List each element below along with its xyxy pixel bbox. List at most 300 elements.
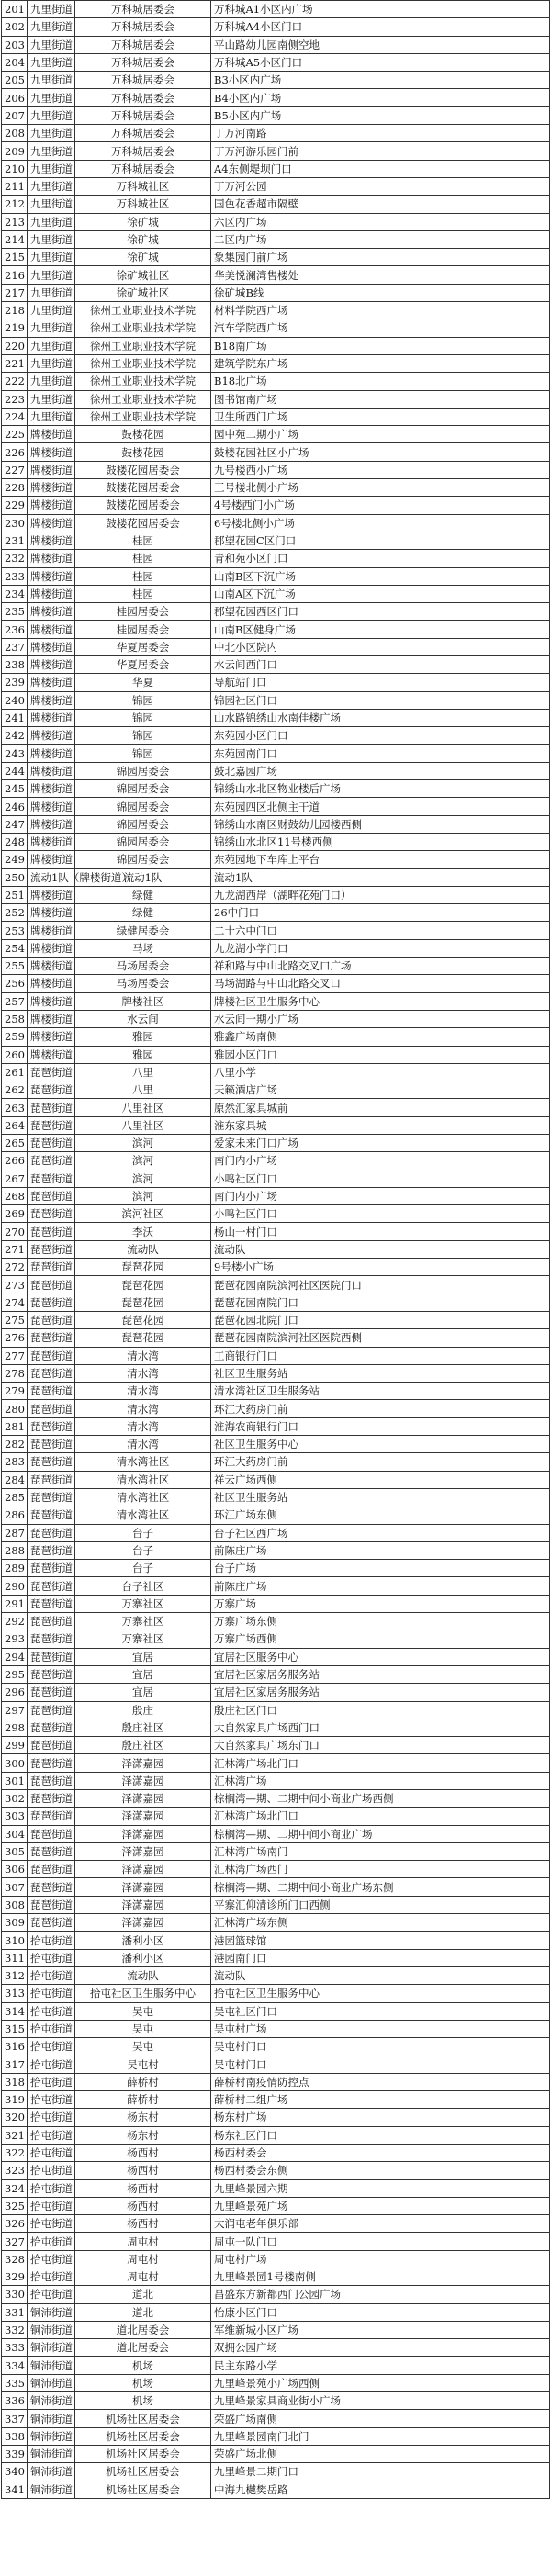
row-number: 236: [2, 621, 28, 638]
table-row: [2, 1524, 550, 1541]
community-cell: 桂园: [75, 550, 211, 567]
street-cell: 琵琶街道: [28, 1524, 75, 1541]
location-cell: 万科城A4小区门口: [211, 18, 550, 36]
street-cell: 琵琶街道: [28, 1825, 75, 1842]
table-row: [2, 621, 550, 638]
location-cell: 原然汇家具城前: [211, 1099, 550, 1116]
community-cell: 万科城居委会: [75, 89, 211, 106]
street-cell: 琵琶街道: [28, 1471, 75, 1488]
community-cell: 鼓楼花园居委会: [75, 514, 211, 532]
row-number: 214: [2, 230, 28, 248]
location-cell: 殷庄社区门口: [211, 1701, 550, 1719]
table-row: [2, 2215, 550, 2233]
community-cell: 绿健居委会: [75, 922, 211, 939]
community-cell: 杨西村: [75, 2179, 211, 2197]
community-cell: 徐矿城: [75, 249, 211, 266]
location-cell: 山南B区下沉广场: [211, 567, 550, 585]
street-cell: 牌楼街道: [28, 958, 75, 975]
street-cell: 琵琶街道: [28, 1896, 75, 1913]
row-number: 269: [2, 1205, 28, 1223]
community-cell: 桂园: [75, 585, 211, 602]
community-cell: 华夏居委会: [75, 655, 211, 673]
table-row: [2, 1772, 550, 1789]
community-cell: 清水湾: [75, 1364, 211, 1382]
street-cell: 琵琶街道: [28, 1436, 75, 1453]
community-cell: 万科城居委会: [75, 160, 211, 177]
community-cell: 马场: [75, 939, 211, 957]
community-cell: 万寨社区: [75, 1595, 211, 1612]
street-cell: 牌楼街道: [28, 833, 75, 850]
row-number: 258: [2, 1010, 28, 1027]
table-row: [2, 497, 550, 514]
row-number: 337: [2, 2410, 28, 2427]
street-cell: 牌楼街道: [28, 443, 75, 461]
street-cell: 琵琶街道: [28, 1187, 75, 1204]
community-cell: 锦园居委会: [75, 762, 211, 779]
location-cell: 棕榈湾—期、二期中间小商业广场西侧: [211, 1789, 550, 1807]
row-number: 284: [2, 1471, 28, 1488]
table-row: [2, 1861, 550, 1878]
table-row: [2, 1789, 550, 1807]
table-row: [2, 319, 550, 337]
street-cell: 牌楼街道: [28, 426, 75, 443]
street-cell: 九里街道: [28, 230, 75, 248]
table-row: [2, 886, 550, 903]
community-cell: 鼓楼花园居委会: [75, 497, 211, 514]
row-number: 259: [2, 1028, 28, 1046]
location-cell: 爱家未来门口广场: [211, 1135, 550, 1152]
street-cell: 牌楼街道: [28, 922, 75, 939]
table-row: [2, 2126, 550, 2144]
location-cell: 徐矿城B线: [211, 284, 550, 301]
table-row: [2, 1701, 550, 1719]
table-row: [2, 1613, 550, 1630]
community-cell: 万科城居委会: [75, 53, 211, 71]
table-row: [2, 390, 550, 408]
table-row: [2, 1808, 550, 1825]
table-row: [2, 1436, 550, 1453]
site-list-table: [1, 0, 550, 2499]
row-number: 282: [2, 1436, 28, 1453]
table-row: [2, 1294, 550, 1311]
location-cell: 双拥公园广场: [211, 2339, 550, 2357]
location-cell: 锦园社区门口: [211, 691, 550, 709]
location-cell: B18北广场: [211, 373, 550, 390]
location-cell: 流动队: [211, 1966, 550, 1984]
row-number: 328: [2, 2250, 28, 2268]
location-cell: 马场湖路与中山北路交叉口: [211, 975, 550, 992]
street-cell: 牌楼街道: [28, 886, 75, 903]
community-cell: 马场居委会: [75, 958, 211, 975]
location-cell: 九龙湖西岸（湖畔花苑门口）: [211, 886, 550, 903]
table-row: [2, 1187, 550, 1204]
community-cell: 万科城居委会: [75, 1, 211, 18]
street-cell: 牌楼街道: [28, 798, 75, 815]
community-cell: 华夏居委会: [75, 638, 211, 655]
table-row: [2, 1932, 550, 1949]
community-cell: 泽潇嘉园: [75, 1825, 211, 1842]
community-cell: 吴屯村: [75, 2055, 211, 2073]
row-number: 309: [2, 1914, 28, 1932]
location-cell: 宜居社区服务中心: [211, 1648, 550, 1665]
community-cell: 万科城居委会: [75, 72, 211, 89]
row-number: 290: [2, 1577, 28, 1595]
row-number: 326: [2, 2215, 28, 2233]
row-number: 338: [2, 2427, 28, 2445]
row-number: 220: [2, 337, 28, 354]
table-row: [2, 408, 550, 425]
street-cell: 牌楼街道: [28, 1028, 75, 1046]
row-number: 216: [2, 266, 28, 284]
street-cell: 牌楼街道: [28, 1046, 75, 1063]
row-number: 293: [2, 1630, 28, 1648]
table-row: [2, 691, 550, 709]
community-cell: 绿健: [75, 904, 211, 922]
street-cell: 琵琶街道: [28, 1737, 75, 1754]
street-cell: 拾屯街道: [28, 2020, 75, 2037]
table-row: [2, 727, 550, 745]
row-number: 253: [2, 922, 28, 939]
location-cell: 民主东路小学: [211, 2357, 550, 2374]
community-cell: 杨东村: [75, 2126, 211, 2144]
row-number: 251: [2, 886, 28, 903]
row-number: 242: [2, 727, 28, 745]
community-cell: 徐州工业职业技术学院: [75, 319, 211, 337]
community-cell: 清水湾社区: [75, 1506, 211, 1524]
row-number: 283: [2, 1453, 28, 1471]
row-number: 265: [2, 1135, 28, 1152]
table-row: [2, 302, 550, 319]
row-number: 252: [2, 904, 28, 922]
location-cell: 东苑园小区门口: [211, 727, 550, 745]
location-cell: 南门内小广场: [211, 1187, 550, 1204]
row-number: 298: [2, 1719, 28, 1736]
street-cell: 牌楼街道: [28, 479, 75, 497]
street-cell: 琵琶街道: [28, 1789, 75, 1807]
row-number: 203: [2, 36, 28, 53]
location-cell: 环江广场东侧: [211, 1506, 550, 1524]
location-cell: 锦绣山水北区11号楼西侧: [211, 833, 550, 850]
community-cell: 李沃: [75, 1223, 211, 1240]
row-number: 335: [2, 2374, 28, 2391]
row-number: 327: [2, 2233, 28, 2250]
location-cell: 万寨广场: [211, 1595, 550, 1612]
street-cell: 九里街道: [28, 408, 75, 425]
row-number: 249: [2, 851, 28, 868]
row-number: 225: [2, 426, 28, 443]
row-number: 279: [2, 1383, 28, 1400]
table-row: [2, 815, 550, 833]
street-cell: 九里街道: [28, 354, 75, 372]
row-number: 272: [2, 1259, 28, 1276]
street-cell: 琵琶街道: [28, 1878, 75, 1896]
community-cell: 泽潇嘉园: [75, 1754, 211, 1772]
row-number: 246: [2, 798, 28, 815]
row-number: 206: [2, 89, 28, 106]
location-cell: 清水湾社区卫生服务站: [211, 1383, 550, 1400]
community-cell: 泽潇嘉园: [75, 1896, 211, 1913]
community-cell: 滨河: [75, 1170, 211, 1187]
street-cell: 九里街道: [28, 319, 75, 337]
table-row: [2, 798, 550, 815]
street-cell: 拾屯街道: [28, 1966, 75, 1984]
location-cell: 怡康小区门口: [211, 2303, 550, 2321]
street-cell: 九里街道: [28, 177, 75, 195]
location-cell: 丁万河游乐园门前: [211, 142, 550, 160]
location-cell: 流动1队: [211, 868, 550, 886]
location-cell: 青和苑小区门口: [211, 550, 550, 567]
street-cell: 琵琶街道: [28, 1170, 75, 1187]
community-cell: 徐州工业职业技术学院: [75, 408, 211, 425]
community-cell: 宜居: [75, 1665, 211, 1683]
community-cell: 琵琶花园: [75, 1276, 211, 1294]
table-row: [2, 1684, 550, 1701]
table-row: [2, 89, 550, 106]
street-cell: 琵琶街道: [28, 1861, 75, 1878]
row-number: 215: [2, 249, 28, 266]
community-cell: 流动1队: [75, 868, 211, 886]
community-cell: 泽潇嘉园: [75, 1842, 211, 1860]
location-cell: 水云间一期小广场: [211, 1010, 550, 1027]
location-cell: 九龙湖小学门口: [211, 939, 550, 957]
table-row: [2, 1648, 550, 1665]
street-cell: 拾屯街道: [28, 2126, 75, 2144]
location-cell: 九里峰景园六期: [211, 2179, 550, 2197]
community-cell: 宜居: [75, 1684, 211, 1701]
location-cell: 祥云广场西侧: [211, 1471, 550, 1488]
location-cell: 汇林湾广场: [211, 1772, 550, 1789]
street-cell: 九里街道: [28, 72, 75, 89]
street-cell: 琵琶街道: [28, 1914, 75, 1932]
location-cell: 九里峰景园南门北门: [211, 2427, 550, 2445]
community-cell: 机场社区居委会: [75, 2427, 211, 2445]
row-number: 250: [2, 868, 28, 886]
table-row: [2, 2339, 550, 2357]
street-cell: 琵琶街道: [28, 1719, 75, 1736]
row-number: 287: [2, 1524, 28, 1541]
location-cell: B4小区内广场: [211, 89, 550, 106]
table-row: [2, 2179, 550, 2197]
community-cell: 琵琶花园: [75, 1259, 211, 1276]
location-cell: 东苑园地下车库上平台: [211, 851, 550, 868]
location-cell: 周屯一队门口: [211, 2233, 550, 2250]
location-cell: 郡望花园西区门口: [211, 603, 550, 621]
location-cell: 东苑园四区北侧主干道: [211, 798, 550, 815]
location-cell: 平寨汇仰清诊所门口西侧: [211, 1896, 550, 1913]
location-cell: 山南A区下沉广场: [211, 585, 550, 602]
table-row: [2, 2073, 550, 2090]
location-cell: 环江大药房门前: [211, 1400, 550, 1417]
row-number: 238: [2, 655, 28, 673]
location-cell: B5小区内广场: [211, 106, 550, 124]
community-cell: 杨西村: [75, 2144, 211, 2161]
table-row: [2, 53, 550, 71]
location-cell: 建筑学院东广场: [211, 354, 550, 372]
row-number: 209: [2, 142, 28, 160]
row-number: 315: [2, 2020, 28, 2037]
location-cell: 工商银行门口: [211, 1347, 550, 1364]
row-number: 218: [2, 302, 28, 319]
location-cell: 锦绣山水南区财鼓幼儿园楼西侧: [211, 815, 550, 833]
table-row: [2, 975, 550, 992]
row-number: 267: [2, 1170, 28, 1187]
location-cell: 图书馆南广场: [211, 390, 550, 408]
row-number: 213: [2, 213, 28, 230]
location-cell: 港园篮球馆: [211, 1932, 550, 1949]
community-cell: 琵琶花园: [75, 1294, 211, 1311]
street-cell: 牌楼街道: [28, 745, 75, 762]
location-cell: 万科城A5小区门口: [211, 53, 550, 71]
street-cell: 琵琶街道: [28, 1613, 75, 1630]
row-number: 240: [2, 691, 28, 709]
row-number: 340: [2, 2463, 28, 2481]
row-number: 231: [2, 532, 28, 549]
street-cell: 琵琶街道: [28, 1754, 75, 1772]
location-cell: B18南广场: [211, 337, 550, 354]
community-cell: 万科城社区: [75, 196, 211, 213]
street-cell: 牌楼街道: [28, 762, 75, 779]
community-cell: 锦园居委会: [75, 780, 211, 798]
location-cell: 杨山一村门口: [211, 1223, 550, 1240]
community-cell: 八里: [75, 1081, 211, 1099]
location-cell: 周屯村广场: [211, 2250, 550, 2268]
community-cell: 滨河社区: [75, 1205, 211, 1223]
location-cell: 社区卫生服务中心: [211, 1436, 550, 1453]
row-number: 254: [2, 939, 28, 957]
row-number: 241: [2, 709, 28, 726]
community-cell: 八里: [75, 1063, 211, 1081]
table-row: [2, 603, 550, 621]
location-cell: 小鸣社区门口: [211, 1170, 550, 1187]
street-cell: 琵琶街道: [28, 1347, 75, 1364]
row-number: 300: [2, 1754, 28, 1772]
row-number: 329: [2, 2268, 28, 2286]
street-cell: 牌楼街道: [28, 621, 75, 638]
street-cell: 琵琶街道: [28, 1842, 75, 1860]
table-row: [2, 833, 550, 850]
community-cell: 锦园居委会: [75, 815, 211, 833]
table-row: [2, 1028, 550, 1046]
table-row: [2, 2463, 550, 2481]
street-cell: 拾屯街道: [28, 2055, 75, 2073]
table-row: [2, 1383, 550, 1400]
street-cell: 琵琶街道: [28, 1152, 75, 1170]
community-cell: 清水湾: [75, 1400, 211, 1417]
street-cell: 牌楼街道: [28, 992, 75, 1010]
row-number: 334: [2, 2357, 28, 2374]
street-cell: 拾屯街道: [28, 1985, 75, 2002]
location-cell: 吴屯社区门口: [211, 2002, 550, 2020]
row-number: 296: [2, 1684, 28, 1701]
table-row: [2, 1754, 550, 1772]
community-cell: 机场社区居委会: [75, 2463, 211, 2481]
location-cell: 材料学院西广场: [211, 302, 550, 319]
row-number: 331: [2, 2303, 28, 2321]
table-row: [2, 992, 550, 1010]
location-cell: 中北小区院内: [211, 638, 550, 655]
community-cell: 华夏: [75, 674, 211, 691]
community-cell: 台子: [75, 1560, 211, 1577]
street-cell: 拾屯街道: [28, 2038, 75, 2055]
location-cell: 汽车学院西广场: [211, 319, 550, 337]
row-number: 256: [2, 975, 28, 992]
row-number: 204: [2, 53, 28, 71]
table-row: [2, 160, 550, 177]
table-row: [2, 2374, 550, 2391]
table-row: [2, 72, 550, 89]
street-cell: 拾屯街道: [28, 2215, 75, 2233]
location-cell: 杨东村广场: [211, 2109, 550, 2126]
table-row: [2, 125, 550, 142]
community-cell: 杨西村: [75, 2215, 211, 2233]
location-cell: 汇林湾广场北门口: [211, 1754, 550, 1772]
street-cell: 牌楼街道: [28, 603, 75, 621]
row-number: 322: [2, 2144, 28, 2161]
row-number: 320: [2, 2109, 28, 2126]
table-row: [2, 1595, 550, 1612]
row-number: 255: [2, 958, 28, 975]
location-cell: 淮东家具城: [211, 1116, 550, 1134]
street-cell: 铜沛街道: [28, 2374, 75, 2391]
street-cell: 琵琶街道: [28, 1453, 75, 1471]
community-cell: 锦园: [75, 745, 211, 762]
row-number: 262: [2, 1081, 28, 1099]
table-row: [2, 2162, 550, 2179]
table-row: [2, 177, 550, 195]
location-cell: 台子社区西广场: [211, 1524, 550, 1541]
location-cell: 薛桥村二组广场: [211, 2091, 550, 2109]
community-cell: 徐州工业职业技术学院: [75, 302, 211, 319]
street-cell: 拾屯街道: [28, 2286, 75, 2303]
row-number: 212: [2, 196, 28, 213]
community-cell: 万科城居委会: [75, 106, 211, 124]
row-number: 297: [2, 1701, 28, 1719]
table-row: [2, 1560, 550, 1577]
street-cell: 牌楼街道: [28, 709, 75, 726]
row-number: 244: [2, 762, 28, 779]
street-cell: 拾屯街道: [28, 2109, 75, 2126]
street-cell: 琵琶街道: [28, 1595, 75, 1612]
street-cell: 九里街道: [28, 196, 75, 213]
table-row: [2, 2321, 550, 2338]
street-cell: 铜沛街道: [28, 2463, 75, 2481]
table-row: [2, 2268, 550, 2286]
community-cell: 清水湾社区: [75, 1471, 211, 1488]
location-cell: 杨东社区门口: [211, 2126, 550, 2144]
row-number: 325: [2, 2197, 28, 2214]
row-number: 288: [2, 1541, 28, 1559]
row-number: 247: [2, 815, 28, 833]
street-cell: 琵琶街道: [28, 1506, 75, 1524]
row-number: 210: [2, 160, 28, 177]
street-cell: 九里街道: [28, 213, 75, 230]
community-cell: 万科城居委会: [75, 18, 211, 36]
row-number: 285: [2, 1488, 28, 1506]
location-cell: 二区内广场: [211, 230, 550, 248]
community-cell: 锦园: [75, 727, 211, 745]
table-row: [2, 1471, 550, 1488]
table-row: [2, 2144, 550, 2161]
location-cell: 吴屯村门口: [211, 2055, 550, 2073]
street-cell: 九里街道: [28, 337, 75, 354]
street-cell: 琵琶街道: [28, 1259, 75, 1276]
street-cell: 牌楼街道: [28, 567, 75, 585]
table-row: [2, 1329, 550, 1347]
street-cell: 九里街道: [28, 160, 75, 177]
location-cell: 园中苑二期小广场: [211, 426, 550, 443]
table-row: [2, 904, 550, 922]
row-number: 273: [2, 1276, 28, 1294]
